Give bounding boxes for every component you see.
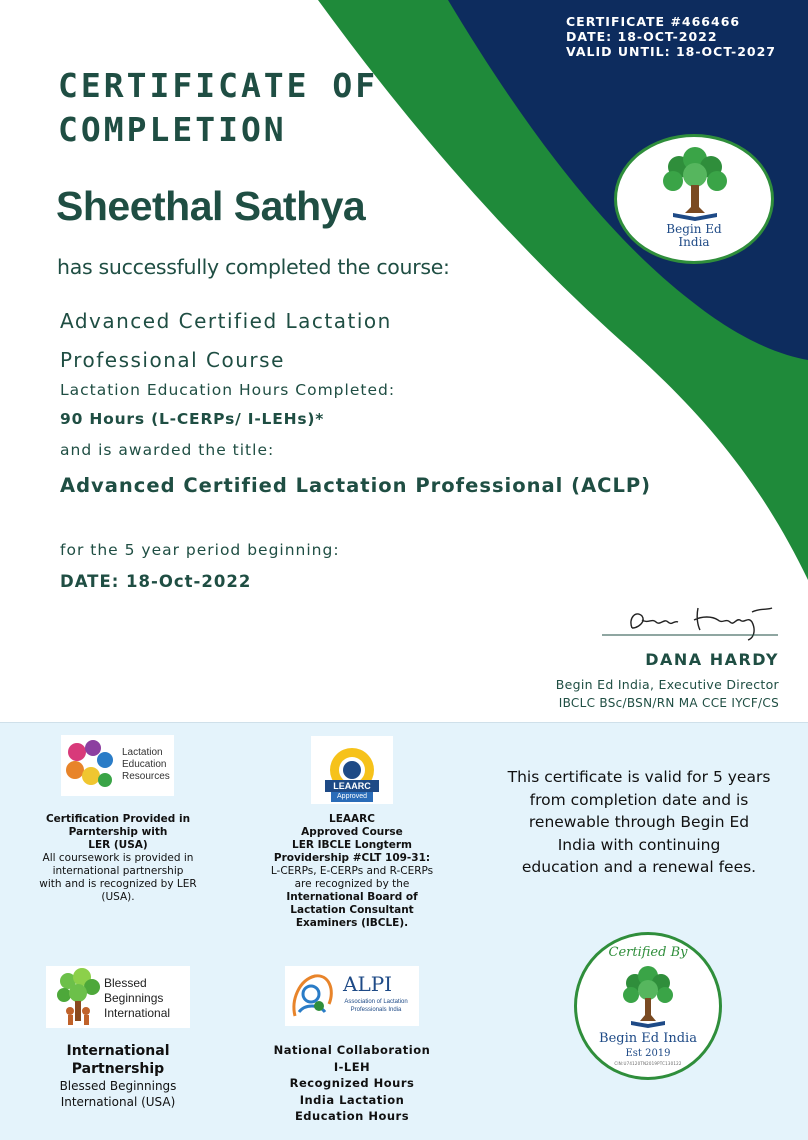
hours-value: 90 Hours (L-CERPs/ I-LEHs)* xyxy=(60,410,325,428)
logo-line-1: Begin Ed xyxy=(666,222,722,236)
validity-line-4: India with continuing xyxy=(557,835,721,854)
alpi-line-1: National Collaboration xyxy=(273,1043,431,1057)
begin-ed-india-logo xyxy=(614,134,774,264)
ler-line-6: with and is recognized by LER xyxy=(39,878,197,890)
bbi-logo-line-3: International xyxy=(104,1006,171,1020)
ler-line-2: Parntership with xyxy=(68,826,168,838)
ler-logo-line-2: Education xyxy=(122,759,167,770)
alpi-sub-1: Association of Lactation xyxy=(344,999,408,1005)
course-line-2: Professional Course xyxy=(60,348,285,372)
alpi-sub-2: Professionals India xyxy=(350,1007,402,1013)
alpi-line-3: Recognized Hours xyxy=(289,1076,415,1090)
awarded-text: and is awarded the title: xyxy=(60,441,275,459)
certificate-date: DATE: 18-OCT-2022 xyxy=(566,29,718,44)
leaarc-description xyxy=(262,813,442,930)
ler-logo xyxy=(61,735,174,796)
blessed-beginnings-logo xyxy=(46,966,190,1028)
award-title: Advanced Certified Lactation Professional (ACLP) xyxy=(60,474,652,497)
bbi-logo-line-1: Blessed xyxy=(104,976,147,990)
leaarc-line-6: are recognized by the xyxy=(294,878,410,890)
course-line-1: Advanced Certified Lactation xyxy=(60,309,392,333)
alpi-line-5: Education Hours xyxy=(294,1109,410,1123)
leaarc-logo xyxy=(311,736,393,804)
ler-logo-line-1: Lactation xyxy=(122,747,163,758)
alpi-logo xyxy=(285,966,419,1026)
seal-registration-code: CIN:U74120TN2019PTC130122 xyxy=(614,1061,682,1066)
bbi-line-3: Blessed Beginnings xyxy=(59,1079,177,1093)
blessed-beginnings-logo-text xyxy=(104,976,170,1021)
hours-label: Lactation Education Hours Completed: xyxy=(60,381,396,399)
ler-line-3: LER (USA) xyxy=(88,839,148,851)
seal-org-name: Begin Ed India xyxy=(599,1031,697,1046)
signature xyxy=(602,598,782,642)
seal-certified-by: Certified By xyxy=(608,945,688,960)
leaarc-line-1: LEAARC xyxy=(329,813,375,825)
blessed-beginnings-description xyxy=(28,1042,208,1110)
title-line-1: CERTIFICATE OF xyxy=(58,66,379,105)
signer-name: DANA HARDY xyxy=(645,650,779,669)
ler-description xyxy=(28,813,208,904)
leaarc-line-8: Lactation Consultant xyxy=(290,904,414,916)
validity-line-5: education and a renewal fees. xyxy=(521,858,757,876)
bbi-line-4: International (USA) xyxy=(60,1095,176,1109)
begin-ed-india-logo-text xyxy=(617,223,771,249)
period-text: for the 5 year period beginning: xyxy=(60,541,340,559)
leaarc-line-4: Providership #CLT 109-31: xyxy=(273,852,431,864)
alpi-line-2: I-LEH xyxy=(333,1059,371,1074)
certificate-valid-until: VALID UNTIL: 18-OCT-2027 xyxy=(566,44,776,59)
alpi-logo-name: ALPI xyxy=(343,972,393,996)
leaarc-logo-badge: Approved xyxy=(337,793,367,800)
leaarc-line-7: International Board of xyxy=(286,891,418,903)
leaarc-line-3: LER IBCLE Longterm xyxy=(292,839,412,851)
leaarc-line-9: Examiners (IBCLE). xyxy=(295,917,409,929)
signer-credentials: IBCLC BSc/BSN/RN MA CCE IYCF/CS xyxy=(558,696,779,710)
blessed-beginnings-tree-icon xyxy=(50,967,106,1027)
leaarc-logo-label: LEAARC xyxy=(333,781,371,791)
alpi-line-4: India Lactation xyxy=(299,1092,405,1107)
logo-line-2: India xyxy=(678,235,710,249)
certificate-meta xyxy=(566,14,776,59)
alpi-logo-subtitle xyxy=(339,998,413,1014)
title-line-2: COMPLETION xyxy=(58,110,287,149)
leaarc-line-5: L-CERPs, E-CERPs and R-CERPs xyxy=(270,865,434,877)
bbi-line-1: International xyxy=(66,1043,170,1059)
certified-by-seal xyxy=(574,932,722,1080)
alpi-description xyxy=(252,1042,452,1125)
leaarc-line-2: Approved Course xyxy=(301,826,403,838)
ler-line-5: international partnership xyxy=(52,865,184,877)
certificate-title xyxy=(58,64,378,152)
recipient-name: Sheethal Sathya xyxy=(56,183,366,229)
ler-line-4: All coursework is provided in xyxy=(42,852,194,864)
bbi-line-2: Partnership xyxy=(71,1061,165,1077)
alpi-mother-child-icon xyxy=(289,970,337,1022)
ler-logo-text xyxy=(122,747,170,783)
bbi-logo-line-2: Beginnings xyxy=(104,991,164,1005)
ler-mark-icon xyxy=(63,738,115,794)
signer-role: Begin Ed India, Executive Director xyxy=(555,677,779,692)
course-name xyxy=(60,302,460,380)
certificate-number: CERTIFICATE #466466 xyxy=(566,14,741,29)
intro-text: has successfully completed the course: xyxy=(57,255,450,279)
validity-line-2: from completion date and is xyxy=(529,790,749,809)
validity-line-1: This certificate is valid for 5 years xyxy=(507,768,771,786)
seal-established: Est 2019 xyxy=(625,1048,671,1059)
validity-statement xyxy=(500,766,778,879)
ler-line-1: Certification Provided in xyxy=(45,813,191,825)
start-date: DATE: 18-Oct-2022 xyxy=(60,572,252,591)
ler-line-7: (USA). xyxy=(101,891,135,903)
validity-line-3: renewable through Begin Ed xyxy=(528,813,750,831)
ler-logo-line-3: Resources xyxy=(122,771,170,782)
